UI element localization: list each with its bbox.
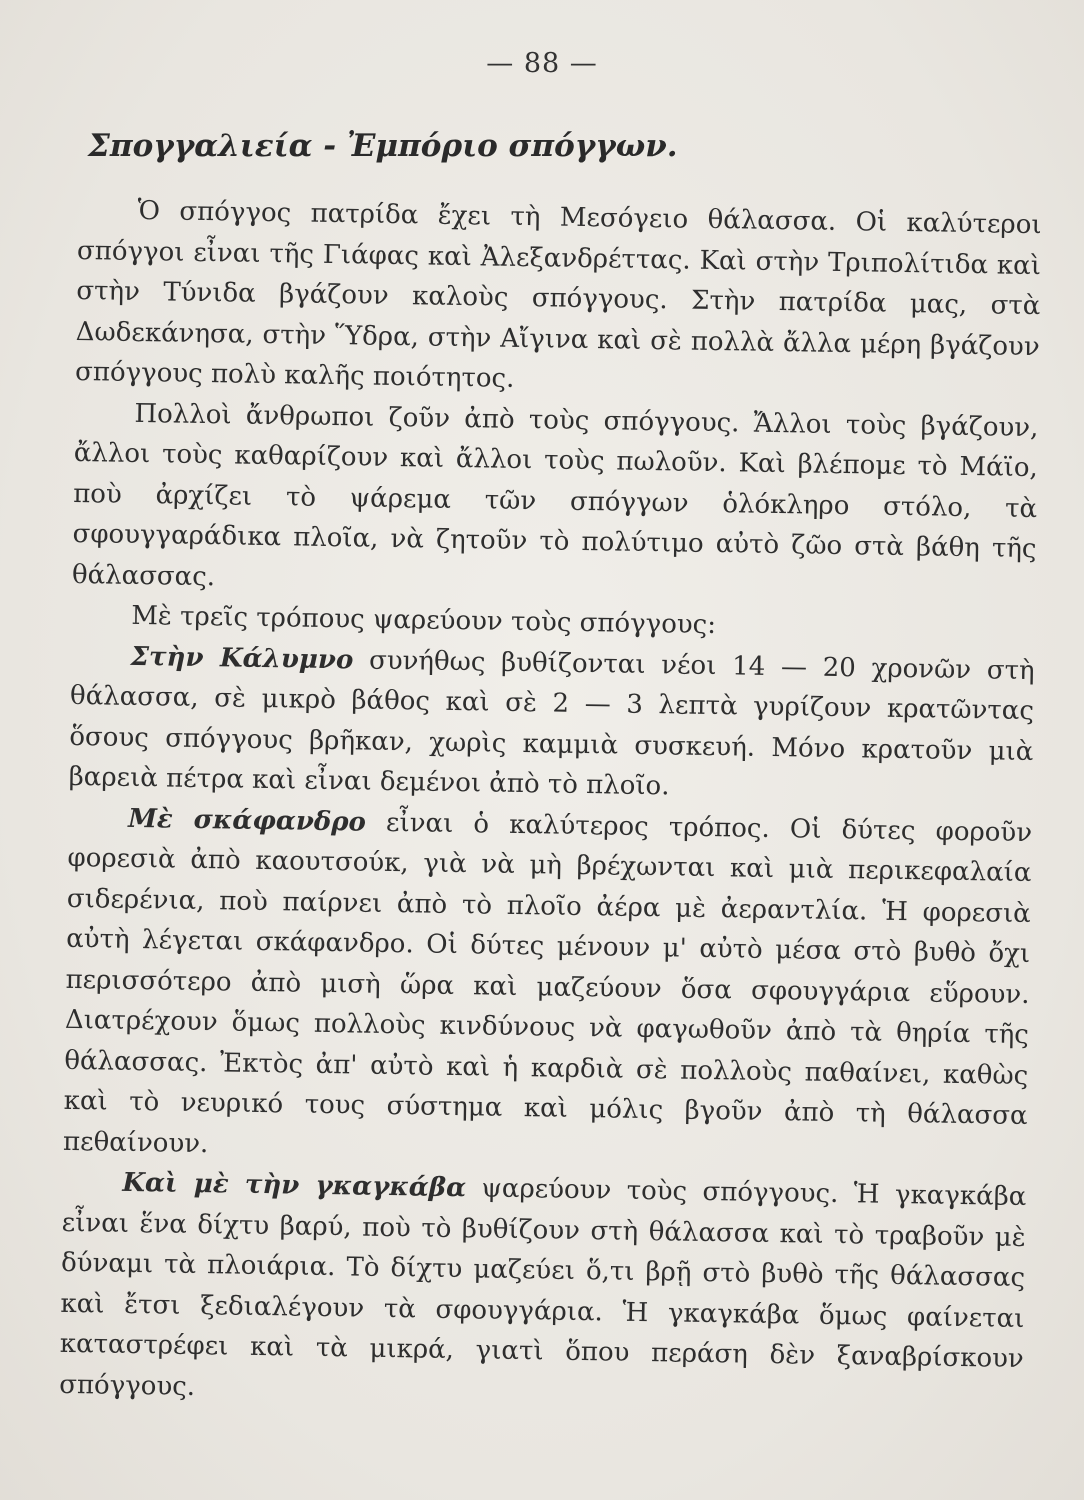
paragraph-6 — [59, 1162, 1027, 1420]
paragraph-text: ψαρεύουν τοὺς σπόγγους. Ἡ γκαγκάβα εἶναι ἕνα δίχτυ βαρύ, ποὺ τὸ βυθίζουν στὴ θάλασσα καὶ τὸ τραβοῦν μὲ δύναμι τὰ πλοιάρια. Τὸ δίχτυ μαζεύει ὅ,τι βρῇ στὸ βυθὸ τῆς θάλασσας καὶ ἔτσι ξεδιαλέγουν τὰ σφουγγάρια. Ἡ γκαγκάβα ὅμως φαίνεται καταστρέφει καὶ τὰ μικρά, γιατὶ ὅπου περάση δὲν ξαναβρίσκουν σπόγγους. — [59, 1173, 1027, 1402]
paragraph-text: Πολλοὶ ἄνθρωποι ζοῦν ἀπὸ τοὺς σπόγγους. Ἄλλοι τοὺς βγάζουν, ἄλλοι τοὺς καθαρίζουν καὶ ἄλλοι τοὺς πωλοῦν. Καὶ βλέπομε τὸ Μάϊο, ποὺ ἀρχίζει τὸ ψάρεμα τῶν σπόγγων ὁλόκληρο στόλο, τὰ σφουγγαράδικα πλοῖα, νὰ ζητοῦν τὸ πολύτιμο αὐτὸ ζῶο στὰ βάθη τῆς θάλασσας. — [71, 398, 1039, 592]
section-title: Σπογγαλιεία - Ἐμπόριο σπόγγων. — [88, 128, 678, 164]
paragraph-text: εἶναι ὁ καλύτερος τρόπος. Οἱ δύτες φοροῦν φορεσιὰ ἀπὸ καουτσούκ, γιὰ νὰ μὴ βρέχωνται καὶ μιὰ περικεφαλαία σιδερένια, ποὺ παίρνει ἀπὸ τὸ πλοῖο ἀέρα μὲ ἀεραντλία. Ἡ φορεσιὰ αὐτὴ λέγεται σκάφανδρο. Οἱ δύτες μένουν μ' αὐτὸ μέσα στὸ βυθὸ ὄχι περισσότερο ἀπὸ μισὴ ὥρα καὶ μαζεύουν ὅσα σφουγγάρια εὕρουν. Διατρέχουν ὅμως πολλοὺς κινδύνους νὰ φαγωθοῦν ἀπὸ τὰ θηρία τῆς θάλασσας. Ἐκτὸς ἀπ' αὐτὸ καὶ ἡ καρδιὰ σὲ πολλοὺς παθαίνει, καθὼς καὶ τὸ νευρικό τους σύστημα καὶ μόλις βγοῦν ἀπὸ τὴ θάλασσα πεθαίνουν. — [62, 807, 1033, 1159]
paragraph-lead: Καὶ μὲ τὴν γκαγκάβα — [122, 1167, 467, 1204]
paragraph-text: συνήθως βυθίζονται νέοι 14 — 20 χρονῶν στὴ θάλασσα, σὲ μικρὸ βάθος καὶ σὲ 2 — 3 λεπτὰ γυρίζουν κρατῶντας ὅσους σπόγγους βρῆκαν, χωρὶς καμμιὰ συσκευή. Μόνο κρατοῦν μιὰ βαρειὰ πέτρα καὶ εἶναι δεμένοι ἀπὸ τὸ πλοῖο. — [68, 645, 1035, 802]
paragraph-2 — [72, 392, 1039, 610]
body-text — [59, 190, 1042, 1420]
paragraph-lead: Στὴν Κάλυμνο — [130, 641, 354, 675]
paragraph-1 — [75, 190, 1042, 408]
paragraph-lead: Μὲ σκάφανδρο — [127, 803, 367, 838]
paragraph-5 — [63, 797, 1033, 1177]
paragraph-text: Ὁ σπόγγος πατρίδα ἔχει τὴ Μεσόγειο θάλασσα. Οἱ καλύτεροι σπόγγοι εἶναι τῆς Γιάφας καὶ Ἀλεξανδρέττας. Καὶ στὴν Τριπολίτιδα καὶ στὴν Τύνιδα βγάζουν καλοὺς σπόγγους. Στὴν πατρίδα μας, στὰ Δωδεκάνησα, στὴν Ὕδρα, στὴν Αἴγινα καὶ σὲ πολλὰ ἄλλα μέρη βγάζουν σπόγγους πολὺ καλῆς ποιότητος. — [74, 195, 1042, 394]
page-number: — 88 — — [486, 48, 598, 79]
paragraph-4 — [68, 635, 1034, 812]
paragraph-text: Μὲ τρεῖς τρόπους ψαρεύουν τοὺς σπόγγους: — [131, 600, 717, 641]
